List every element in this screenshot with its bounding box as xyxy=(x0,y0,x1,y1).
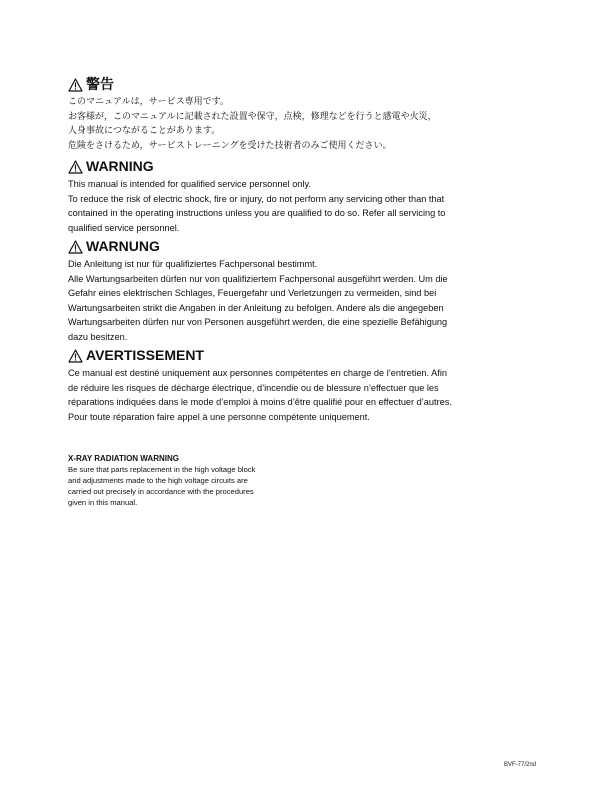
section-heading xyxy=(68,347,508,364)
heading-text: 警告 xyxy=(86,76,114,92)
warning-triangle-icon xyxy=(68,349,83,363)
document-code: BVF-77/2nd xyxy=(504,762,537,768)
section-body: Ce manual est destiné uniquement aux personnes compétentes en charge de l’entretien. Afin de réduire les risques de décharge électrique, d’incendie ou de blessure n’effectuer que les réparations indiquées dans le mode d’emploi à moins d’être qualifié pour en effectuer d’autres. Pour toute réparation faire appel à une personne compétente uniquement. xyxy=(68,368,452,422)
warning-section-german xyxy=(68,238,508,345)
warning-section-japanese xyxy=(68,76,508,153)
section-heading xyxy=(68,158,508,175)
warning-triangle-icon xyxy=(68,160,83,174)
section-body: Die Anleitung ist nur für qualifiziertes Fachpersonal bestimmt. Alle Wartungsarbeiten dürfen nur von qualifiziertem Fachpersonal ausgeführt werden. Um die Gefahr eines elektrischen Schlages, Feuergefahr und Verletzungen zu vermeiden, sind bei Wartungsarbeiten strikt die Angaben in der Anleitung zu befolgen. Andere als die angegeben Wartungsarbeiten dürfen nur von Personen ausgeführt werden, die eine spezielle Befähigung dazu besitzen. xyxy=(68,259,448,342)
xray-warning-block xyxy=(68,453,308,508)
warning-triangle-icon xyxy=(68,240,83,254)
section-body: This manual is intended for qualified service personnel only. To reduce the risk of electric shock, fire or injury, do not perform any servicing other than that contained in the operating instructions unless you are qualified to do so. Refer all servicing to qualified service personnel. xyxy=(68,179,446,233)
heading-text: WARNUNG xyxy=(86,238,160,254)
warning-triangle-icon xyxy=(68,78,83,92)
warning-section-french xyxy=(68,347,508,424)
heading-text: WARNING xyxy=(86,158,154,174)
warning-section-english xyxy=(68,158,508,235)
heading-text: AVERTISSEMENT xyxy=(86,347,204,363)
section-heading xyxy=(68,76,508,93)
xray-warning-body: Be sure that parts replacement in the high voltage block and adjustments made to the high voltage circuits are carried out precisely in accordance with the procedures given in this manual. xyxy=(68,465,256,507)
section-body: このマニュアルは，サービス専用です。 お客様が，このマニュアルに記載された設置や保守，点検，修理などを行うと感電や火災， 人身事故につながることがあります。 危険をさけるため，サービストレーニングを受けた技術者のみご使用ください。 xyxy=(68,97,437,151)
section-heading xyxy=(68,238,508,255)
xray-warning-title: X-RAY RADIATION WARNING xyxy=(68,454,179,463)
